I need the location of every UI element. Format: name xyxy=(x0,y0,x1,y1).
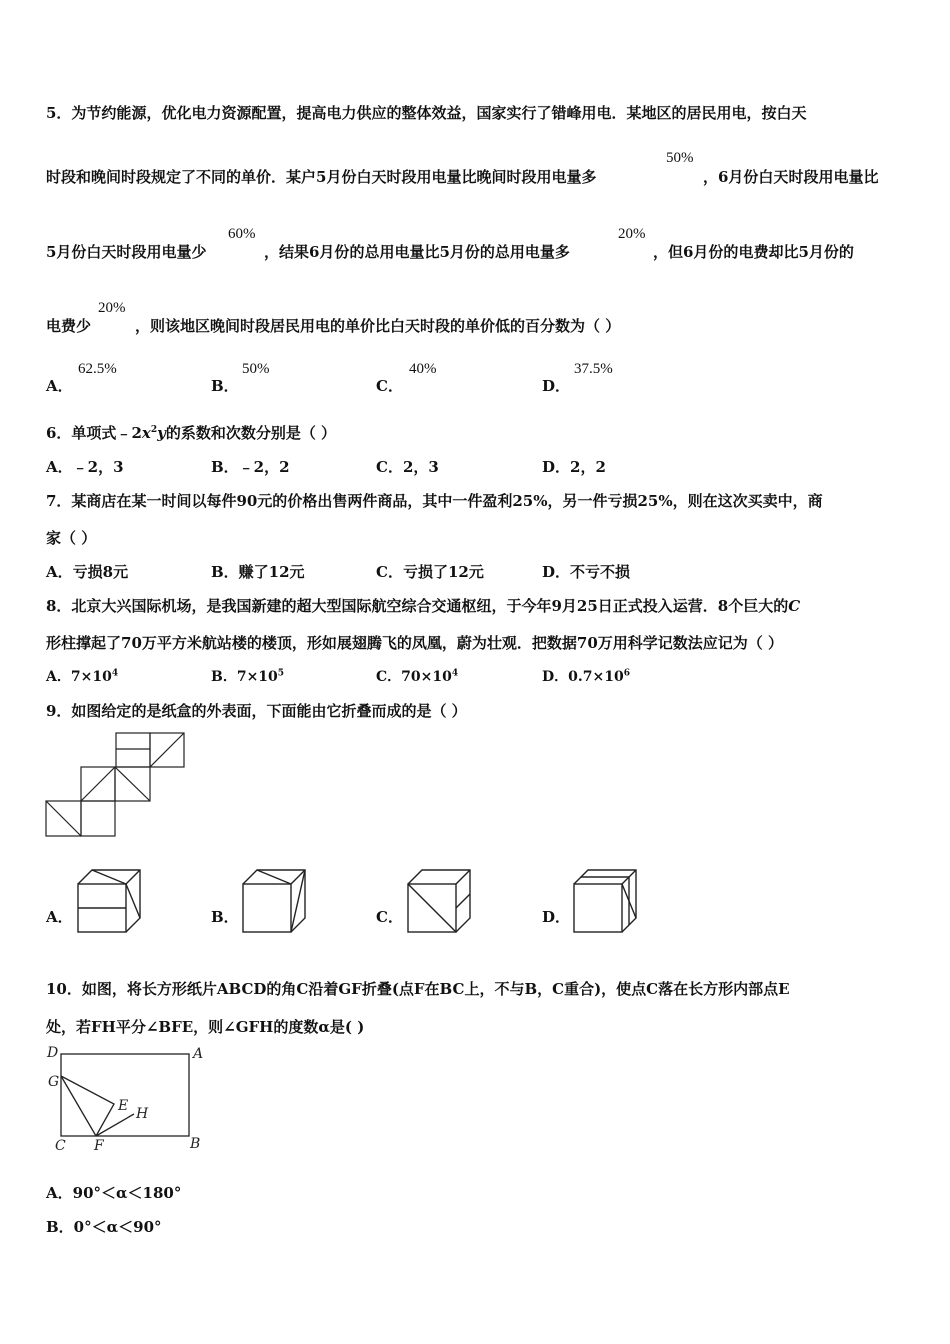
q5-percent-2: 60% xyxy=(228,226,256,242)
q9-option-a: A． xyxy=(46,908,73,926)
q5-option-d-value: 37.5% xyxy=(574,361,613,377)
q5-line4b: ，则该地区晚间时段居民用电的单价比白天时段的单价低的百分数为（ ） xyxy=(135,317,621,335)
q7-line2: 家（ ） xyxy=(46,529,97,547)
q9-option-d: D． xyxy=(542,908,571,926)
q5-line2b: ，6月份白天时段用电量比 xyxy=(703,168,879,186)
q5-option-b-value: 50% xyxy=(242,361,270,377)
q5-percent-3: 20% xyxy=(618,226,646,242)
q5-line4a: 电费少 xyxy=(46,317,92,335)
q5-option-d-label: D． xyxy=(542,377,571,395)
q5-line3a: 5月份白天时段用电量少 xyxy=(46,243,207,261)
q10-label-f: F xyxy=(94,1138,104,1154)
q9-stem: 9．如图给定的是纸盒的外表面，下面能由它折叠而成的是（ ） xyxy=(46,702,467,720)
q8-line1-text: 8．北京大兴国际机场，是我国新建的超大型国际航空综合交通枢纽，于今年9月25日正式投入运营．8个巨大的 xyxy=(46,597,789,615)
q10-label-b: B xyxy=(190,1136,201,1152)
q10-label-e: E xyxy=(118,1098,129,1114)
q9-cube-a xyxy=(76,866,144,936)
q5-line3b: ，结果6月份的总用电量比5月份的总用电量多 xyxy=(264,243,570,261)
q5-option-a-value: 62.5% xyxy=(78,361,117,377)
q5-option-a-label: A． xyxy=(46,377,73,395)
q6-var-x: x xyxy=(141,424,151,442)
q6-option-a: A．﹣2，3 xyxy=(46,458,124,476)
q6-option-d: D．2，2 xyxy=(542,458,606,476)
q10-label-h: H xyxy=(136,1106,149,1122)
q8-option-c: C．$70\times 10^4$ xyxy=(376,668,459,685)
q10-label-c: C xyxy=(55,1138,66,1154)
q7-option-b: B．赚了12元 xyxy=(211,563,305,581)
q7-option-c: C．亏损了12元 xyxy=(376,563,484,581)
q10-label-a: A xyxy=(193,1046,204,1062)
q5-percent-4: 20% xyxy=(98,300,126,316)
q9-cube-b xyxy=(241,866,309,936)
q6-option-c: C．2，3 xyxy=(376,458,439,476)
q8-line2: 形柱撑起了70万平方米航站楼的楼顶，形如展翅腾飞的凤凰，蔚为壮观．把数据70万用科学记数法应记为（ ） xyxy=(46,634,783,652)
q10-line2: 处，若FH平分∠BFE，则∠GFH的度数α是( ) xyxy=(46,1018,365,1036)
q9-option-c: C． xyxy=(376,908,403,926)
q6-var-y: y xyxy=(157,424,166,442)
q9-net-figure xyxy=(44,730,194,840)
q5-option-c-value: 40% xyxy=(409,361,437,377)
q5-line2: 时段和晚间时段规定了不同的单价．某户5月份白天时段用电量比晚间时段用电量多 xyxy=(46,168,597,186)
q8-line1 xyxy=(46,595,800,616)
q6-stem xyxy=(46,422,336,443)
q9-cube-c xyxy=(406,866,474,936)
q6-stem-b: 的系数和次数分别是（ ） xyxy=(165,424,337,442)
q5-percent-1: 50% xyxy=(666,150,694,166)
q7-option-d: D．不亏不损 xyxy=(542,563,631,581)
q9-cube-d xyxy=(572,866,644,936)
q10-rectangle-figure xyxy=(44,1042,214,1154)
q10-line1: 10．如图，将长方形纸片ABCD的角C沿着GF折叠(点F在BC上，不与B，C重合)，使点C落在长方形内部点E xyxy=(46,980,790,998)
q8-line1-c: C xyxy=(788,597,801,615)
q7-line1: 7．某商店在某一时间以每件90元的价格出售两件商品，其中一件盈利25%，另一件亏损25%，则在这次买卖中，商 xyxy=(46,492,823,510)
q10-label-d: D xyxy=(47,1045,59,1061)
q9-option-b: B． xyxy=(211,908,239,926)
q5-option-b-label: B． xyxy=(211,377,239,395)
q5-line3c: ，但6月份的电费却比5月份的 xyxy=(653,243,854,261)
q6-stem-a: 6．单项式﹣2 xyxy=(46,424,142,442)
q8-option-b: B．$7\times 10^5$ xyxy=(211,668,285,685)
q5-option-c-label: C． xyxy=(376,377,403,395)
q8-option-a: A．$7\times 10^4$ xyxy=(46,668,119,685)
q7-option-a: A．亏损8元 xyxy=(46,563,129,581)
q6-option-b: B．﹣2，2 xyxy=(211,458,290,476)
q10-option-a: A．90°＜α＜180° xyxy=(46,1184,182,1202)
q8-option-d: D．$0.7\times 10^6$ xyxy=(542,668,630,685)
q10-option-b: B．0°＜α＜90° xyxy=(46,1218,162,1236)
q5-line1: 5．为节约能源，优化电力资源配置，提高电力供应的整体效益，国家实行了错峰用电．某地区的居民用电，按白天 xyxy=(46,104,807,122)
q10-label-g: G xyxy=(48,1074,60,1090)
q6-exp: 2 xyxy=(150,425,158,435)
